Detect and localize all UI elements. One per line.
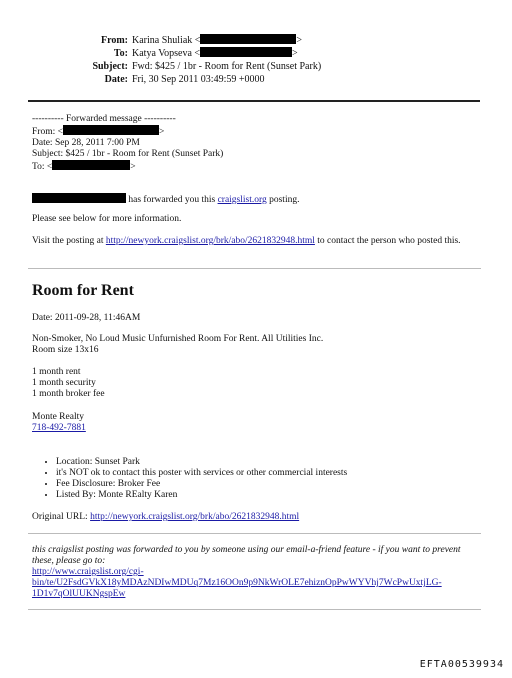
- forwarded-subject: Subject: $425 / 1br - Room for Rent (Sunset Park): [32, 149, 224, 159]
- from-name: Karina Shuliak <: [132, 35, 201, 46]
- forward-notice: has forwarded you this craigslist.org posting.: [32, 193, 478, 206]
- date-value: Fri, 30 Sep 2011 03:49:59 +0000: [132, 74, 265, 85]
- listing-date: Date: 2011-09-28, 11:46AM: [32, 313, 141, 323]
- redacted-email: [63, 125, 159, 135]
- posting-url-link[interactable]: http://newyork.craigslist.org/brk/abo/2621832948.html: [105, 236, 315, 246]
- listing-terms: [32, 367, 478, 400]
- features-list: [32, 457, 347, 501]
- section-divider: [28, 609, 481, 610]
- contact-block: [32, 412, 478, 434]
- email-a-friend-notice: this craigslist posting was forwarded to you by someone using our email-a-friend feature - if you want to prevent these, please go to:: [32, 545, 461, 566]
- term-item: 1 month broker fee: [32, 389, 105, 399]
- original-url-line: Original URL: http://newyork.craigslist.org/brk/abo/2621832948.html: [32, 512, 300, 522]
- visit-posting-text: Visit the posting at http://newyork.craigslist.org/brk/abo/2621832948.html to contact the person who posted this.: [32, 236, 461, 246]
- forwarded-block: ---------- Forwarded message ---------- From: < > Date: Sep 28, 2011 7:00 PM Subject: $425 / 1br - Room for Rent (Sunset Park) To: < >: [32, 114, 478, 173]
- listing-description: Non-Smoker, No Loud Music Unfurnished Room For Rent. All Utilities Inc. Room size 13x16: [32, 334, 324, 355]
- unsubscribe-link[interactable]: http://www.craigslist.org/cgi- bin/te/U2FsdGVkX18yMDAzNDIwMDUq7Mz16OOn9p9NkWrOLE7ehiznOpPwWYVhj7WcPwUxtjLG- 1D1v7qOlUUKNgspEw: [32, 567, 442, 599]
- term-item: 1 month rent: [32, 367, 81, 377]
- forwarded-date: Date: Sep 28, 2011 7:00 PM: [32, 138, 140, 148]
- list-item: • Location: Sunset Park: [56, 457, 347, 468]
- unsubscribe-link-block: [32, 567, 478, 600]
- header-divider: [28, 100, 480, 102]
- date-label: Date:: [104, 74, 128, 85]
- bates-number: EFTA00539934: [419, 659, 504, 670]
- to-name: Katya Vopseva <: [132, 48, 201, 59]
- see-below-text: Please see below for more information.: [32, 214, 182, 224]
- section-divider: [28, 268, 481, 269]
- list-item: • Listed By: Monte REalty Karen: [56, 490, 347, 501]
- subject-value: Fwd: $425 / 1br - Room for Rent (Sunset Park): [132, 61, 322, 72]
- list-item: • Fee Disclosure: Broker Fee: [56, 479, 347, 490]
- email-document: From: Karina Shuliak < > To: Katya Vopseva < > Subject: Fwd: $425 / 1br - Room for Rent (Sunset Park) Date: Fri, 30 Sep 2011 03:49:59 +0000 ---------- Forwarded message ---------- From: < > Date: Sep 28, 2011 7:00 PM Subject: $425 / 1br - Room for Rent (Sunset Park) To: < > has forwarded you this craigslist.org posting. Please see below for more information. Visit the posting at http://newyork.craigslist.org/brk/abo/2621832948.html to contact the person who posted this. Room for Rent Date: 2011-09-28, 11:46AM Non-Smoker, No Loud Music Unfurnished Room For Rent. All Utilities Inc. Room size 13x16 1 month rent 1 month security 1 month broker fee Monte Realty 718-492-7881 • Location: Sunset Park • it's NOT ok to contact this poster with services or other commercial interests • Fee Disclosure: Broker Fee • Listed By: Monte REalty Karen Original URL: http://newyork.craigslist.org/brk/abo/2621832948.html this craigslist posting was forwarded to you by someone using our email-a-friend feature - if you want to prevent these, please go to: http://www.craigslist.org/cgi- bin/te/U2FsdGVkX18yMDAzNDIwMDUq7Mz16OOn9p9NkWrOLE7ehiznOpPwWYVhj7WcPwUxtjLG- 1D1v7qOlUUKNgspEw EFTA00539934: [0, 0, 512, 678]
- listing-title: Room for Rent: [32, 282, 134, 299]
- original-url-link[interactable]: http://newyork.craigslist.org/brk/abo/2621832948.html: [90, 512, 300, 522]
- redacted-name: [32, 193, 126, 203]
- term-item: 1 month security: [32, 378, 96, 388]
- subject-label: Subject:: [92, 61, 128, 72]
- redacted-email: [200, 34, 296, 44]
- forwarded-marker: ---------- Forwarded message ----------: [32, 114, 176, 124]
- section-divider: [28, 533, 481, 534]
- from-label: From:: [100, 35, 128, 46]
- redacted-email: [52, 160, 130, 170]
- to-label: To:: [113, 48, 128, 59]
- realty-name: Monte Realty: [32, 412, 84, 422]
- redacted-email: [200, 47, 292, 57]
- phone-link[interactable]: 718-492-7881: [32, 423, 86, 433]
- craigslist-link[interactable]: craigslist.org: [217, 195, 267, 205]
- list-item: • it's NOT ok to contact this poster with services or other commercial interests: [56, 468, 347, 479]
